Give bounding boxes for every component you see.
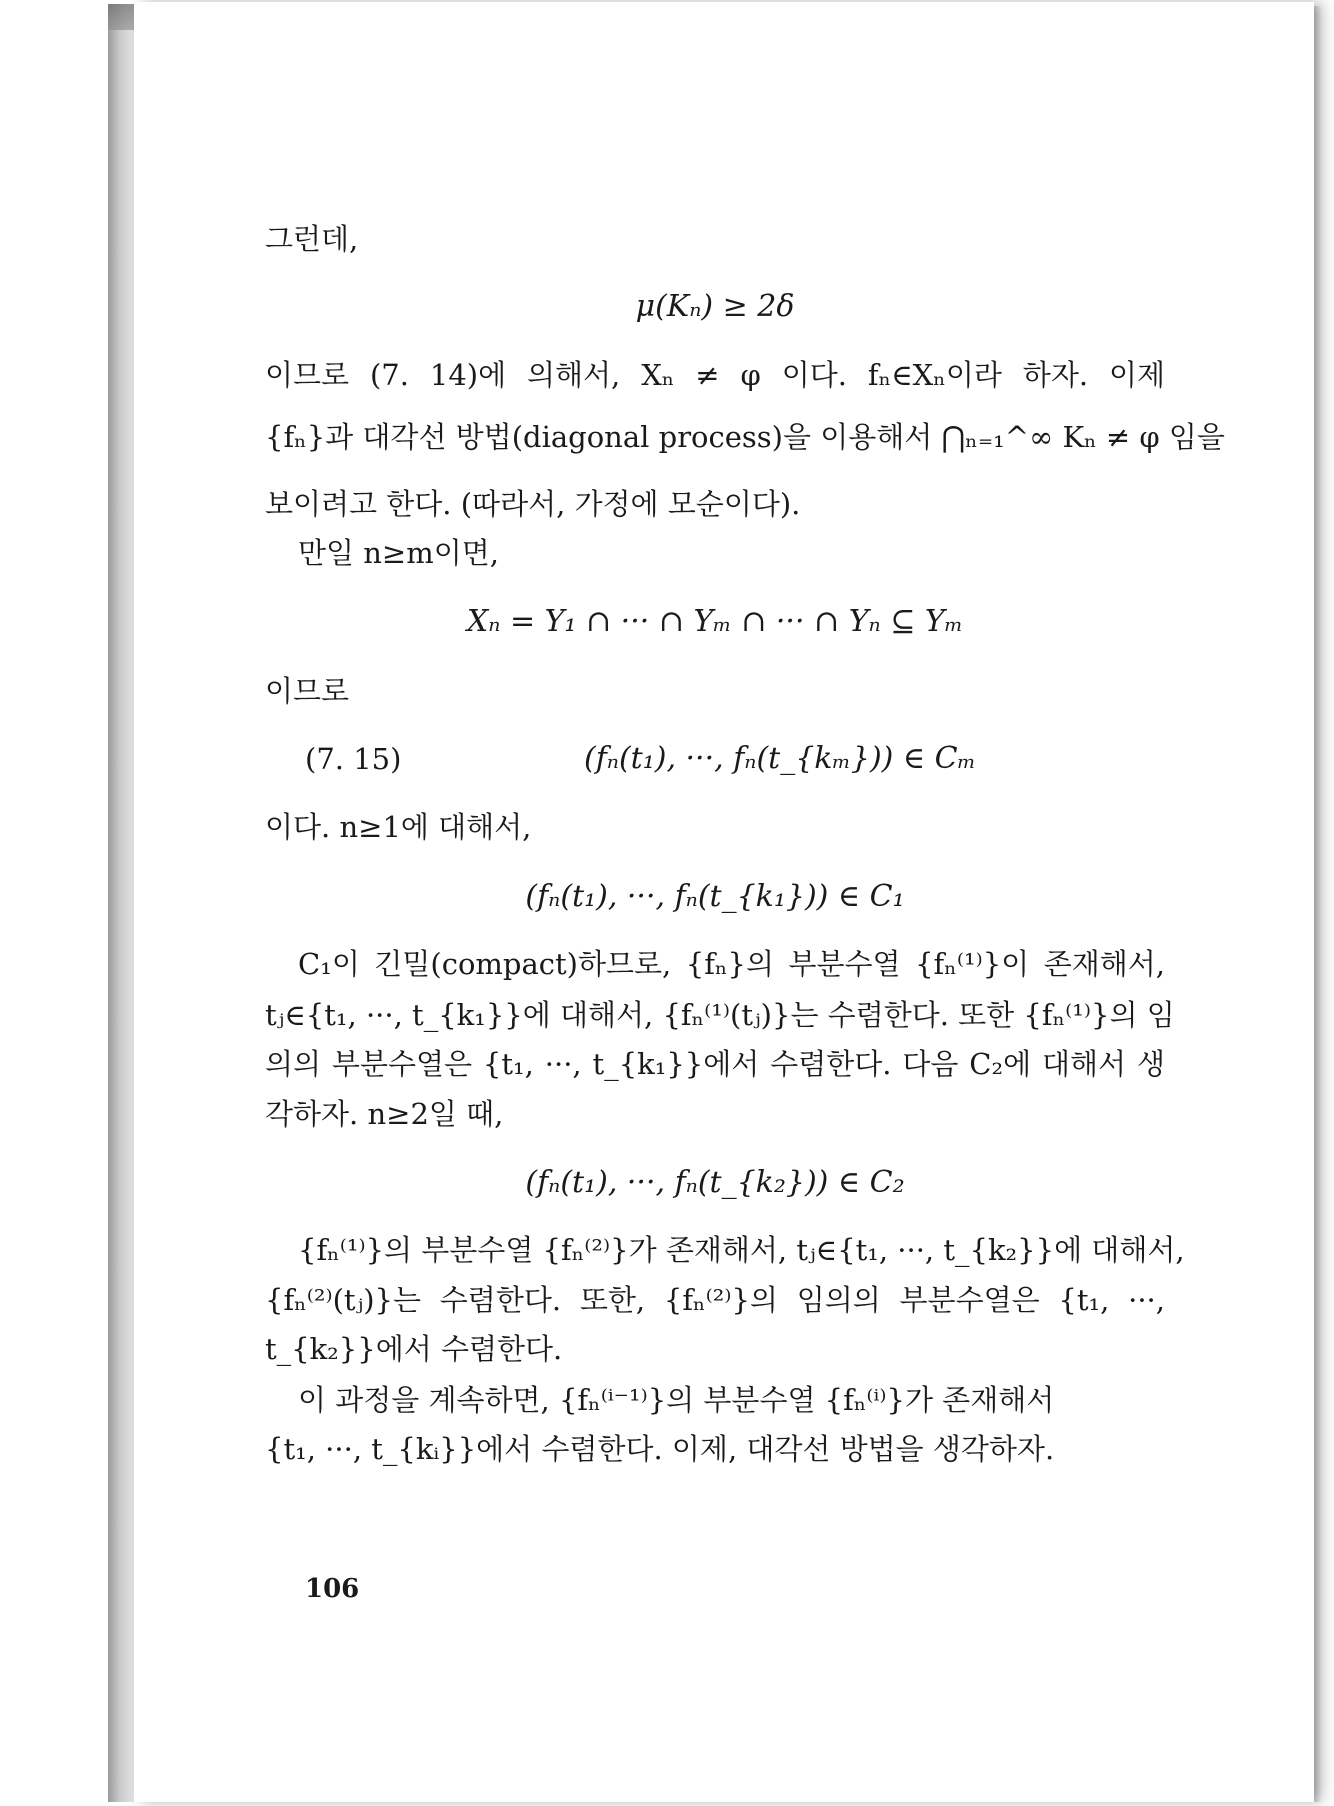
text-line-1: 그런데, <box>265 222 359 256</box>
text-line-10: 의의 부분수열은 {t₁, ···, t_{k₁}}에서 수렴한다. 다음 C₂에 대해서 생 <box>265 1047 1165 1081</box>
text-line-16: {t₁, ···, t_{kᵢ}}에서 수렴한다. 이제, 대각선 방법을 생각하자. <box>265 1432 1055 1466</box>
equation-c2: (fₙ(t₁), ···, fₙ(t_{k₂})) ∈ C₂ <box>525 1165 905 1200</box>
text-line-8: C₁이 긴밀(compact)하므로, {fₙ}의 부분수열 {fₙ⁽¹⁾}이 존재해서, <box>298 947 1165 981</box>
equation-mu-kn: μ(Kₙ) ≥ 2δ <box>635 289 795 324</box>
text-line-2: 이므로 (7. 14)에 의해서, Xₙ ≠ φ 이다. fₙ∈Xₙ이라 하자. 이제 <box>265 358 1165 392</box>
text-line-13: {fₙ⁽²⁾(tⱼ)}는 수렴한다. 또한, {fₙ⁽²⁾}의 임의의 부분수열은 {t₁, ···, <box>265 1283 1165 1317</box>
equation-c1: (fₙ(t₁), ···, fₙ(t_{k₁})) ∈ C₁ <box>525 879 905 914</box>
text-line-4: 보이려고 한다. (따라서, 가정에 모순이다). <box>265 487 801 521</box>
text-line-15: 이 과정을 계속하면, {fₙ⁽ⁱ⁻¹⁾}의 부분수열 {fₙ⁽ⁱ⁾}가 존재해서 <box>298 1383 1055 1417</box>
book-spine <box>108 4 134 1802</box>
text-line-6: 이므로 <box>265 674 350 708</box>
page-number: 106 <box>305 1574 360 1604</box>
text-line-14: t_{k₂}}에서 수렴한다. <box>265 1332 563 1366</box>
equation-xn-intersection: Xₙ = Y₁ ∩ ··· ∩ Yₘ ∩ ··· ∩ Yₙ ⊆ Yₘ <box>466 604 964 639</box>
text-line-9: tⱼ∈{t₁, ···, t_{k₁}}에 대해서, {fₙ⁽¹⁾(tⱼ)}는 수렴한다. 또한 {fₙ⁽¹⁾}의 임 <box>265 998 1175 1032</box>
text-line-12: {fₙ⁽¹⁾}의 부분수열 {fₙ⁽²⁾}가 존재해서, tⱼ∈{t₁, ···, t_{k₂}}에 대해서, <box>298 1233 1185 1267</box>
book-spine-corner <box>108 4 134 30</box>
equation-number-7-15: (7. 15) <box>305 742 402 776</box>
text-line-3: {fₙ}과 대각선 방법(diagonal process)을 이용해서 ⋂ₙ₌₁^∞ Kₙ ≠ φ 임을 <box>265 420 1225 454</box>
text-line-5: 만일 n≥m이면, <box>298 536 499 570</box>
text-line-11: 각하자. n≥2일 때, <box>265 1097 504 1131</box>
text-line-7: 이다. n≥1에 대해서, <box>265 810 532 844</box>
equation-7-15: (fₙ(t₁), ···, fₙ(t_{kₘ})) ∈ Cₘ <box>583 741 977 776</box>
page-edge-shadow <box>1314 6 1322 1802</box>
